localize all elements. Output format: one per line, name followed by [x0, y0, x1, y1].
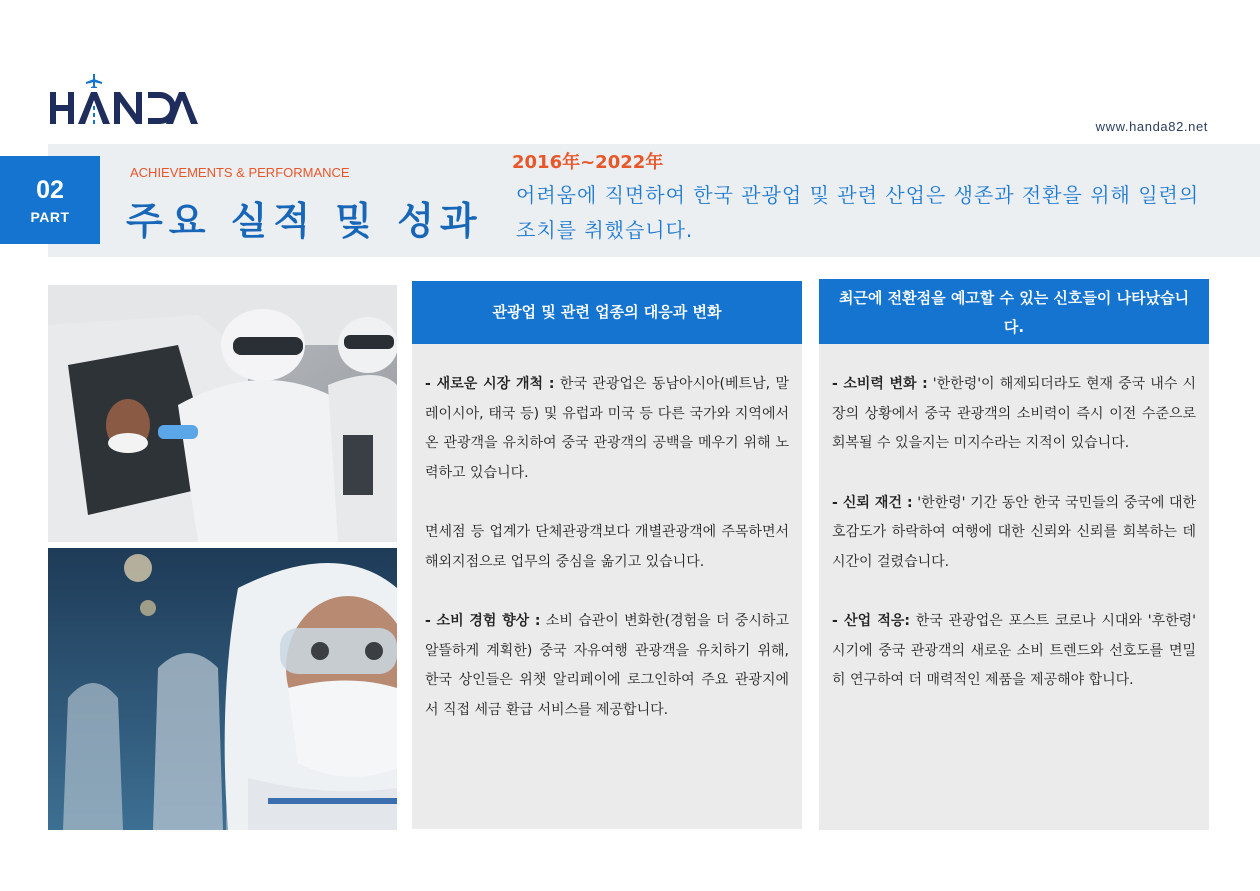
card2-item-text: '한한령'이 해제되더라도 현재 중국 내수 시장의 상황에서 중국 관광객의 소비력이 즉시 이전 수준으로 회복될 수 있을지는 미지수라는 지적이 있습니다. [832, 376, 1196, 451]
card1-item [425, 370, 789, 488]
card1-item-text: 면세점 등 업계가 단체관광객보다 개별관광객에 주목하면서 해외지점으로 업무의 중심을 옮기고 있습니다. [425, 524, 789, 570]
card2-item [832, 370, 1196, 459]
card2-item-lead: - 산업 적응: [832, 613, 910, 629]
part-badge [0, 156, 100, 244]
card2-item [832, 607, 1196, 696]
handa-logo-graphic [48, 72, 208, 128]
card1-item-lead: - 소비 경험 향상 : [425, 613, 541, 629]
section-title: 주요 실적 및 성과 [126, 199, 483, 243]
photo-covid-test-car [48, 285, 397, 542]
card2-header: 최근에 전환점을 예고할 수 있는 신호들이 나타났습니다. [819, 279, 1209, 344]
period-label: 2016年~2022年 [512, 152, 664, 173]
intro-text: 어려움에 직면하여 한국 관광업 및 관련 산업은 생존과 전환을 위해 일련의 조치를 취했습니다. [516, 183, 1200, 242]
card2-item-text: '한한령' 기간 동안 한국 국민들의 중국에 대한 호감도가 하락하여 여행에 대한 신뢰와 신뢰를 회복하는 데 시간이 걸렸습니다. [832, 494, 1196, 570]
part-number: 02 [36, 176, 64, 204]
card2-item-lead: - 신뢰 재건 : [832, 494, 913, 511]
card2-item-text: 한국 관광업은 포스트 코로나 시대와 '후한령' 시기에 중국 관광객의 새로운 소비 트렌드와 선호도를 면밀히 연구하여 더 매력적인 제품을 제공해야 합니다. [832, 613, 1196, 688]
handa-logo[interactable] [48, 72, 208, 128]
card1-item [425, 518, 789, 577]
card1-item [425, 607, 789, 725]
card1-header: 관광업 및 관련 업종의 대응과 변화 [412, 281, 802, 344]
part-label: PART [30, 209, 70, 225]
card1-item-text: 소비 습관이 변화한(경험을 더 중시하고 알뜰하게 계획한) 중국 자유여행 관광객을 유치하기 위해, 한국 상인들은 위챗 알리페이에 로그인하여 주요 관광지에서 직접 세금 환급 서비스를 제공합니다. [425, 613, 789, 718]
photo-health-worker-ppe [48, 548, 397, 830]
card1-body [412, 344, 802, 829]
card2-item [832, 489, 1196, 578]
card1-item-lead: - 새로운 시장 개척 : [425, 376, 555, 392]
card1-item-text: 한국 관광업은 동남아시아(베트남, 말레이시아, 태국 등) 및 유럽과 미국 등 다른 국가와 지역에서 온 관광객을 유치하여 중국 관광객의 공백을 메우기 위해 노력하고 있습니다. [425, 376, 789, 481]
section-subtitle: ACHIEVEMENTS & PERFORMANCE [130, 165, 350, 180]
card2-item-lead: - 소비력 변화 : [832, 376, 928, 392]
website-url[interactable]: www.handa82.net [1095, 119, 1208, 134]
card2-body [819, 344, 1209, 830]
